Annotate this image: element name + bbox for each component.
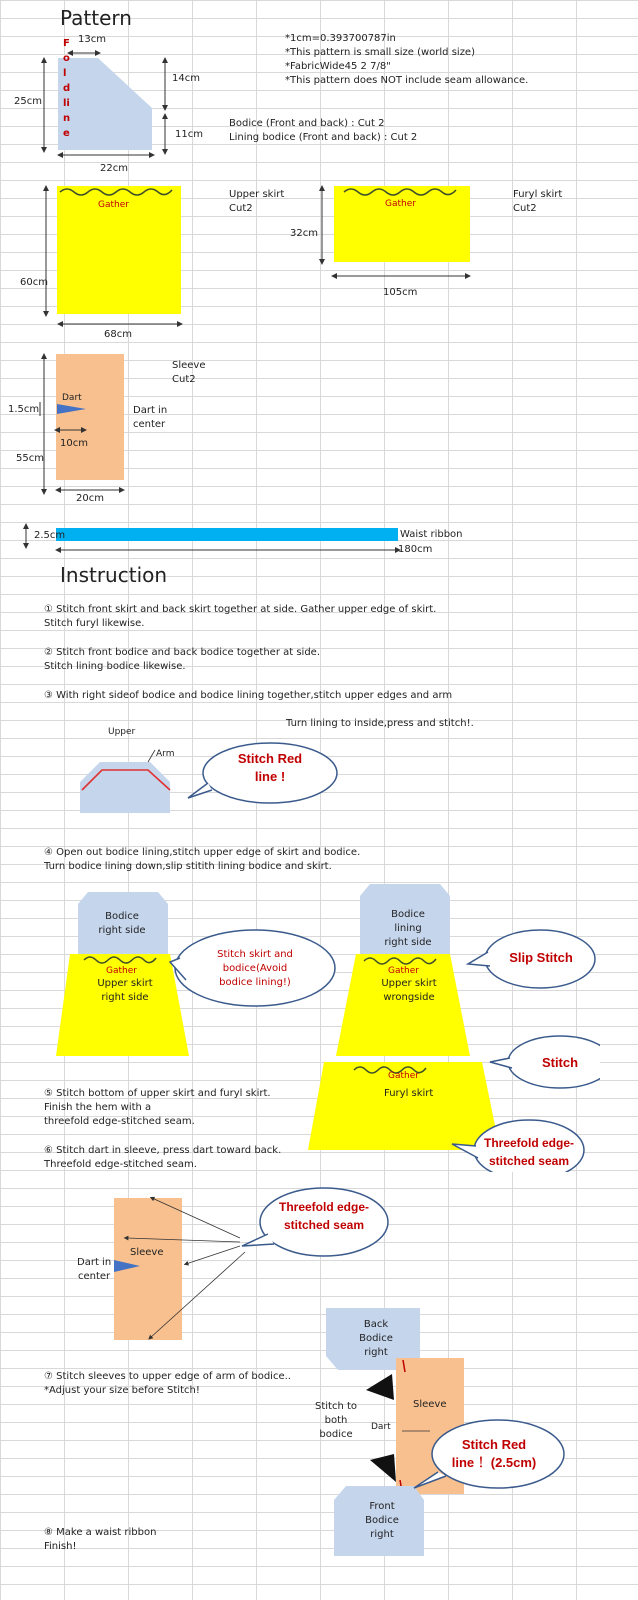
furyl-skirt-dim-width: 105cm bbox=[383, 287, 418, 298]
step7-front-bodice: Front Bodice right bbox=[365, 1501, 399, 1540]
step-7: ⑦ Stitch sleeves to upper edge of arm of bodice.. *Adjust your size before Stitch! bbox=[44, 1371, 291, 1396]
step6-bubble-text: Threefold edge- stitched seam bbox=[278, 1200, 369, 1232]
pattern-heading: Pattern bbox=[60, 6, 132, 30]
sleeve-dim-width: 20cm bbox=[76, 493, 104, 504]
step3-upper-label: Upper bbox=[108, 727, 136, 737]
bodice-dim-right-upper: 14cm bbox=[172, 73, 200, 84]
furyl-skirt-gather: Gather bbox=[385, 199, 416, 209]
step7-stitch-both: Stitch to both bodice bbox=[314, 1401, 358, 1440]
step6-dart-note: Dart in center bbox=[77, 1257, 112, 1282]
stitch-bubble-text: Stitch bbox=[541, 1055, 579, 1070]
step4-right-figure bbox=[300, 882, 600, 1172]
step4-upper-skirt-right-side: Upper skirt right side bbox=[97, 978, 153, 1003]
bodice-dim-right-lower: 11cm bbox=[175, 129, 203, 140]
note-fabric: *FabricWide45 2 7/8" bbox=[285, 61, 391, 72]
note-size: *This pattern is small size (world size) bbox=[285, 47, 475, 58]
furyl-skirt-label: Furyl skirt Cut2 bbox=[513, 189, 563, 214]
sleeve-dim-dart-w: 10cm bbox=[60, 438, 88, 449]
ribbon-dim-height: 2.5cm bbox=[34, 530, 66, 541]
step-4: ④ Open out bodice lining,stitch upper edge of skirt and bodice. Turn bodice lining down,slip stitith lining bodice and skirt. bbox=[44, 847, 361, 872]
furyl-skirt-fig-label: Furyl skirt bbox=[384, 1088, 434, 1099]
step-3: ③ With right sideof bodice and bodice lining together,stitch upper edges and arm bbox=[44, 690, 453, 701]
ribbon-dim-length: 180cm bbox=[398, 544, 433, 555]
bodice-dim-bottom: 22cm bbox=[100, 163, 128, 174]
upper-skirt-label: Upper skirt Cut2 bbox=[229, 189, 285, 214]
sleeve-dart bbox=[57, 404, 86, 414]
step3-bubble-text: Stitch Red line ! bbox=[237, 751, 303, 784]
ribbon-dims bbox=[14, 522, 414, 558]
note-conversion: *1cm=0.393700787in bbox=[285, 33, 396, 44]
pattern-notes bbox=[285, 32, 528, 88]
furyl-skirt-dim-height: 32cm bbox=[290, 228, 318, 239]
sleeve-dart-label: Dart bbox=[62, 393, 82, 403]
threefold-bubble-text: Threefold edge- stitched seam bbox=[483, 1136, 574, 1168]
sleeve-dim-dart-h: 1.5cm bbox=[8, 404, 40, 415]
sleeve-dims bbox=[0, 352, 140, 502]
step4-right-gather: Gather bbox=[388, 966, 419, 976]
upper-skirt-dims bbox=[36, 184, 196, 334]
furyl-gather: Gather bbox=[388, 1071, 419, 1081]
step4-left-gather: Gather bbox=[106, 966, 137, 976]
step7-dart-label: Dart bbox=[371, 1422, 391, 1432]
sleeve-dim-height: 55cm bbox=[16, 453, 44, 464]
step-5: ⑤ Stitch bottom of upper skirt and furyl skirt. Finish the hem with a threefold edge-stitched seam. bbox=[44, 1088, 271, 1127]
ribbon-label: Waist ribbon bbox=[400, 529, 463, 540]
sleeve-label: Sleeve Cut2 bbox=[172, 360, 206, 385]
step4-bodice-right-side: Bodice right side bbox=[98, 911, 146, 936]
upper-skirt-gather: Gather bbox=[98, 200, 129, 210]
step6-sleeve-label: Sleeve bbox=[130, 1247, 164, 1258]
step7-sleeve-label: Sleeve bbox=[413, 1399, 447, 1410]
step-8: ⑧ Make a waist ribbon Finish! bbox=[44, 1527, 157, 1552]
bodice-cut-text: Bodice (Front and back) : Cut 2 Lining bodice (Front and back) : Cut 2 bbox=[229, 118, 418, 143]
fold-line-label: Fold line bbox=[63, 38, 71, 139]
step7-bubble-text: Stitch Red line ！(2.5cm) bbox=[451, 1437, 537, 1470]
upper-skirt-dim-height: 60cm bbox=[20, 277, 48, 288]
step-1: ① Stitch front skirt and back skirt together at side. Gather upper edge of skirt. Stitch furyl likewise. bbox=[44, 604, 437, 629]
bodice-dim-top: 13cm bbox=[78, 34, 106, 45]
note-seam: *This pattern does NOT include seam allowance. bbox=[285, 75, 529, 86]
step-2: ② Stitch front bodice and back bodice together at side. Stitch lining bodice likewise. bbox=[44, 647, 321, 672]
sleeve-dart-note: Dart in center bbox=[133, 405, 168, 430]
bodice-piece bbox=[58, 58, 152, 150]
step3-arm-label: Arm bbox=[156, 749, 175, 759]
bodice-dim-height: 25cm bbox=[14, 96, 42, 107]
upper-skirt-dim-width: 68cm bbox=[104, 329, 132, 340]
step-3-b: Turn lining to inside,press and stitch!. bbox=[286, 718, 474, 729]
slip-stitch-bubble-text: Slip Stitch bbox=[509, 950, 573, 965]
step4-upper-skirt-wrongside: Upper skirt wrongside bbox=[381, 978, 437, 1003]
step7-back-bodice: Back Bodice right bbox=[359, 1319, 393, 1358]
furyl-skirt-dims bbox=[312, 184, 482, 294]
step4-left-bubble-text: Stitch skirt and bodice(Avoid bodice lining!) bbox=[217, 949, 293, 988]
step4-bodice-lining-right-side: Bodice lining right side bbox=[384, 909, 432, 948]
instruction-heading: Instruction bbox=[60, 563, 168, 587]
step-6: ⑥ Stitch dart in sleeve, press dart toward back. Threefold edge-stitched seam. bbox=[44, 1145, 282, 1170]
